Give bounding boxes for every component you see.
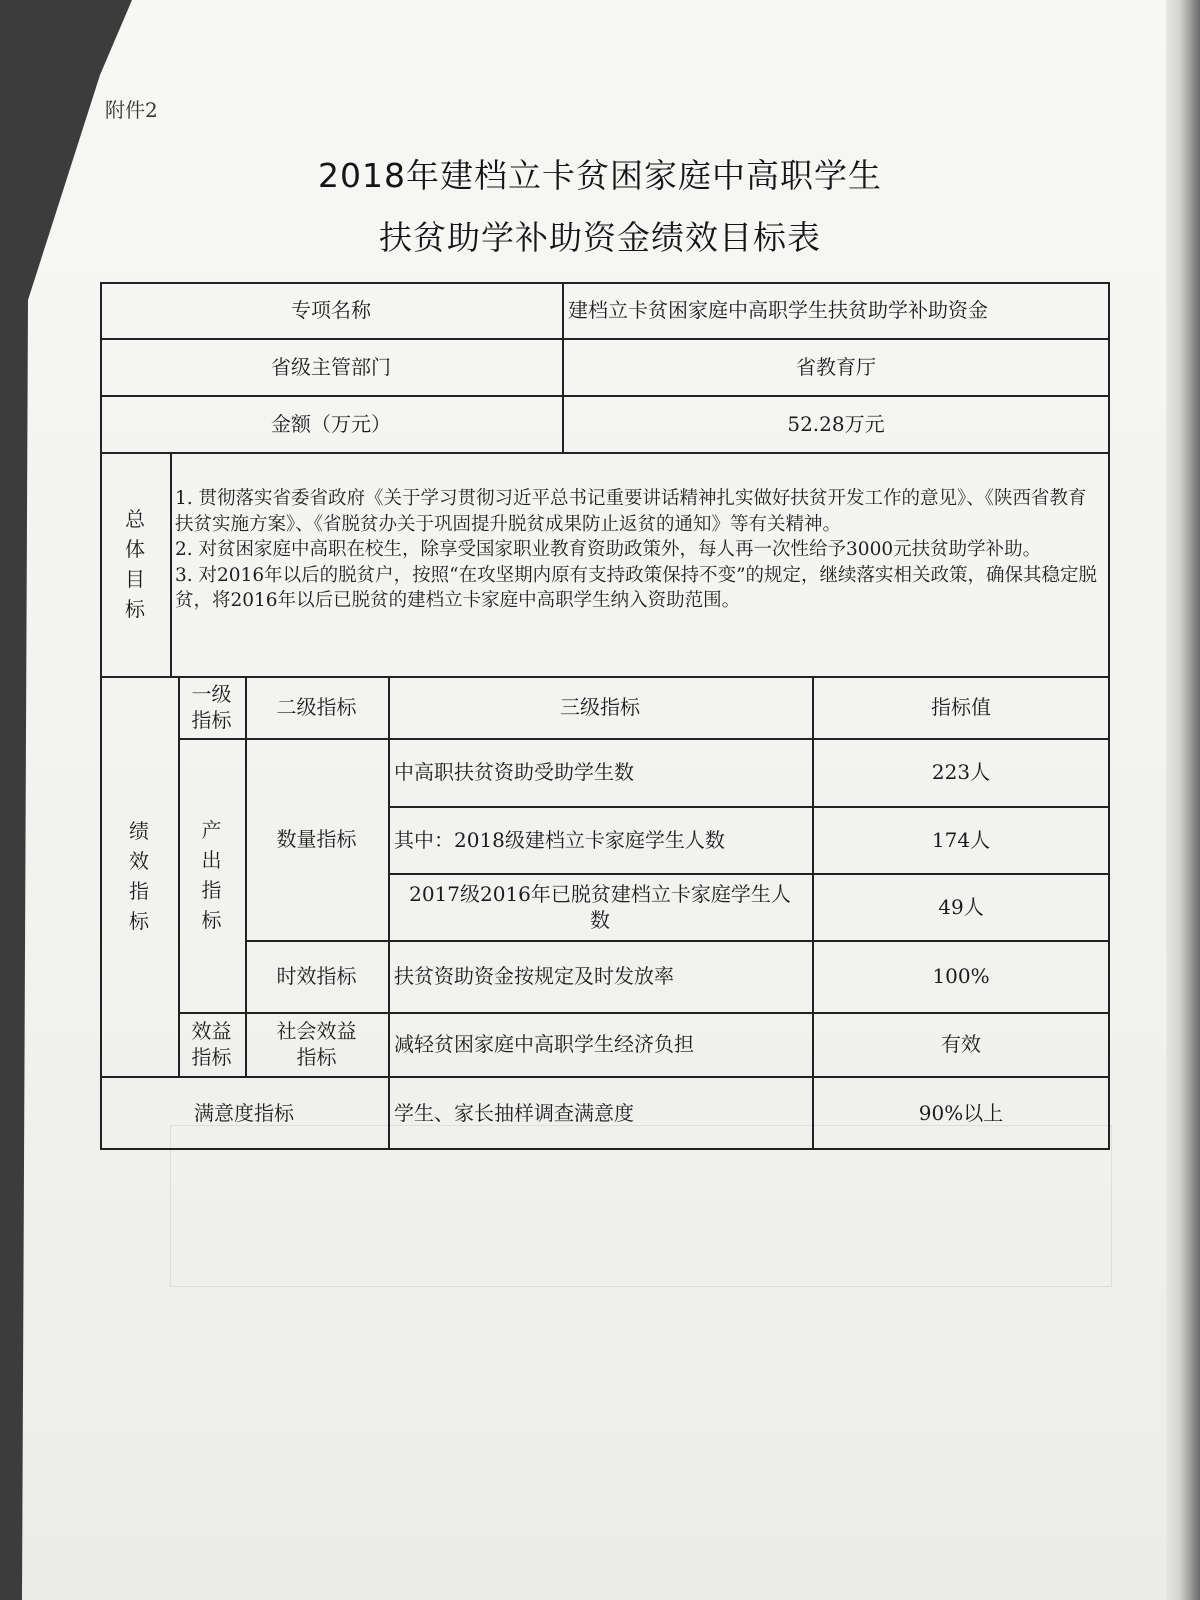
goal-item-2: 2. 对贫困家庭中高职在校生，除享受国家职业教育资助政策外，每人再一次性给予3000元扶贫助学补助。 bbox=[175, 539, 1042, 560]
indicator-value: 223人 bbox=[931, 760, 991, 784]
overall-goal-char: 标 bbox=[125, 597, 145, 621]
indicator-name: 2017级2016年已脱贫建档立卡家庭学生人数 bbox=[409, 881, 791, 932]
performance-char: 指 bbox=[129, 879, 149, 903]
indicator-name: 其中：2018级建档立卡家庭学生人数 bbox=[394, 827, 725, 852]
header-level1: 一级指标 bbox=[191, 682, 232, 732]
indicator-value: 90%以上 bbox=[918, 1101, 1004, 1125]
amount-label: 金额（万元） bbox=[271, 411, 391, 436]
column-divider bbox=[170, 452, 172, 676]
performance-char: 标 bbox=[129, 909, 149, 933]
document-title-line-2: 扶贫助学补助资金绩效目标表 bbox=[379, 218, 821, 257]
overall-goal-char: 体 bbox=[125, 537, 145, 561]
satisfaction-indicator-label: 满意度指标 bbox=[194, 1101, 294, 1125]
document-title-line-1: 2018年建档立卡贫困家庭中高职学生 bbox=[318, 156, 882, 195]
performance-char: 绩 bbox=[129, 819, 149, 843]
goal-item-1: 1. 贯彻落实省委省政府《关于学习贯彻习近平总书记重要讲话精神扎实做好扶贫开发工作的意见》、《陕西省教育扶贫实施方案》、《省脱贫办关于巩固提升脱贫成果防止返贫的通知》等有关精神。 bbox=[175, 488, 1087, 535]
indicator-name: 中高职扶贫资助受助学生数 bbox=[394, 760, 634, 784]
indicator-name: 减轻贫困家庭中高职学生经济负担 bbox=[394, 1032, 694, 1056]
overall-goal-char: 总 bbox=[125, 507, 145, 531]
output-indicator-label bbox=[178, 738, 245, 1012]
special-item-name-label: 专项名称 bbox=[291, 298, 371, 322]
special-item-name-value: 建档立卡贫困家庭中高职学生扶贫助学补助资金 bbox=[568, 298, 988, 322]
amount-value: 52.28万元 bbox=[787, 411, 885, 436]
overall-goal-label bbox=[100, 452, 170, 676]
indicator-name: 扶贫资助资金按规定及时发放率 bbox=[394, 964, 674, 988]
output-char: 标 bbox=[201, 908, 222, 932]
indicator-value: 174人 bbox=[931, 827, 991, 852]
output-char: 出 bbox=[201, 848, 222, 872]
indicator-value: 有效 bbox=[941, 1032, 981, 1056]
social-benefit-indicator-label: 社会效益指标 bbox=[276, 1019, 357, 1069]
department-value: 省教育厅 bbox=[796, 354, 876, 379]
overall-goal-text bbox=[175, 486, 1100, 614]
timeliness-indicator-label: 时效指标 bbox=[276, 964, 357, 988]
output-char: 指 bbox=[201, 878, 222, 902]
goal-item-3: 3. 对2016年以后的脱贫户，按照“在攻坚期内原有支持政策保持不变”的规定，继续落实相关政策，确保其稳定脱贫，将2016年以后已脱贫的建档立卡家庭中高职学生纳入资助范围。 bbox=[175, 564, 1098, 611]
header-level2: 二级指标 bbox=[276, 695, 357, 719]
indicator-value: 100% bbox=[932, 964, 990, 988]
indicator-value: 49人 bbox=[938, 894, 984, 919]
row-divider bbox=[100, 452, 1110, 454]
attachment-label: 附件2 bbox=[105, 98, 158, 122]
performance-char: 效 bbox=[129, 849, 149, 873]
benefit-indicator-label: 效益指标 bbox=[191, 1019, 232, 1069]
overall-goal-char: 目 bbox=[125, 567, 145, 591]
header-value: 指标值 bbox=[931, 695, 991, 719]
department-label: 省级主管部门 bbox=[271, 354, 391, 379]
output-char: 产 bbox=[201, 818, 222, 842]
quantity-indicator-label: 数量指标 bbox=[276, 827, 357, 851]
performance-indicator-label bbox=[100, 676, 178, 1076]
paper-stack-edge bbox=[1166, 0, 1200, 1600]
header-level3: 三级指标 bbox=[560, 695, 640, 719]
indicator-name: 学生、家长抽样调查满意度 bbox=[394, 1101, 634, 1125]
